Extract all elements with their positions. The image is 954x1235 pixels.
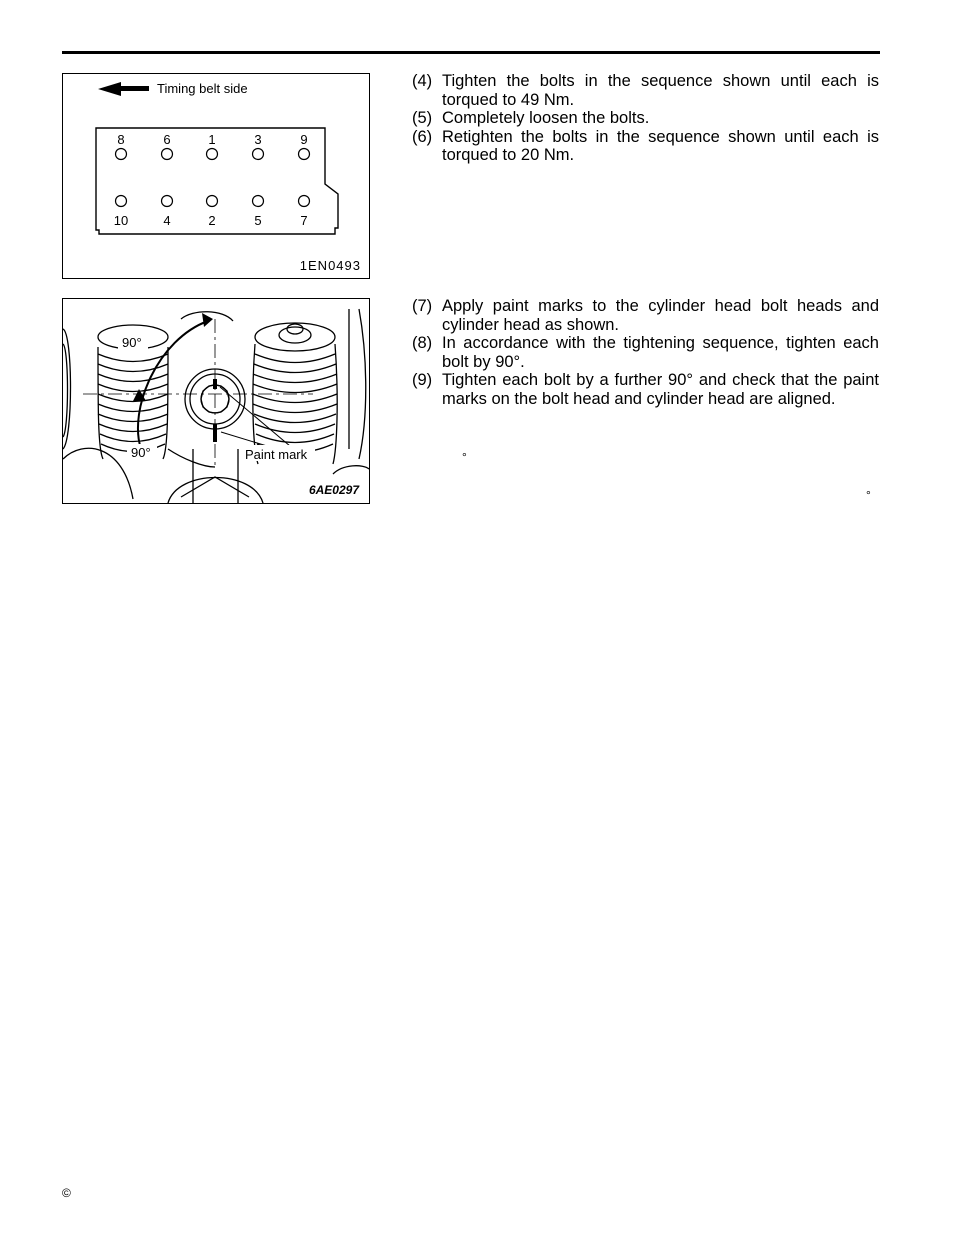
angle-label-top: 90° [122,335,142,350]
header-rule [62,51,880,54]
paint-mark-figure [62,298,370,504]
bolt-circle [162,196,173,207]
bolt-circle [299,196,310,207]
angle-label-bottom: 90° [131,445,151,460]
step-text: Tighten the bolts in the sequence shown until each is torqued to 49 Nm. [442,72,879,109]
step-number: (5) [412,109,433,127]
bolt-circle [299,149,310,160]
bolt-number-bottom-4: 5 [254,213,262,228]
bolt-number-top-2: 6 [163,132,171,147]
bolt-number-top-1: 8 [117,132,125,147]
bolt-number-bottom-3: 2 [208,213,216,228]
bolt-circle [207,196,218,207]
bolt-number-bottom-5: 7 [300,213,308,228]
right-valve-spring [253,323,337,464]
timing-belt-label: Timing belt side [157,81,248,96]
figure-code: 6AE0297 [308,483,359,497]
step-number: (8) [412,334,433,352]
bolt-circle [207,149,218,160]
figure-code: 1EN0493 [299,258,361,273]
bolt-sequence-figure [62,73,370,279]
step-4 [412,72,879,109]
step-number: (9) [412,371,433,389]
step-text: Apply paint marks to the cylinder head bolt heads and cylinder head as shown. [442,297,879,334]
step-6 [412,128,879,165]
copyright-mark: © [62,1186,71,1200]
bolt-circle [116,196,127,207]
arrow-shaft [119,86,149,91]
step-text: Tighten each bolt by a further 90° and check that the paint marks on the bolt head and cylinder head are aligned. [442,371,879,408]
bolt-circle [253,149,264,160]
step-text: Retighten the bolts in the sequence shown until each is torqued to 20 Nm. [442,127,879,164]
bolt-number-top-4: 3 [254,132,262,147]
bolt-number-bottom-1: 10 [113,213,129,228]
bolt-sequence-diagram [63,74,369,278]
steps-group-2 [412,297,879,408]
bolt-circle [162,149,173,160]
bolt-paint-mark [213,379,217,389]
paint-mark-label: Paint mark [245,447,308,462]
arrow-left-icon [98,82,121,96]
lower-arc [168,449,215,467]
stray-degree-mark: ° [462,450,467,464]
step-number: (7) [412,297,433,315]
head-paint-mark [213,424,217,442]
step-number: (6) [412,127,433,146]
bolt-number-top-5: 9 [300,132,308,147]
step-5 [412,109,879,128]
bolt-circle [253,196,264,207]
stray-degree-mark: ° [866,488,871,502]
paint-mark-illustration [63,299,369,503]
step-text: In accordance with the tightening sequence, tighten each bolt by 90°. [442,334,879,371]
arrow-head-icon [202,313,213,327]
steps-group-1 [412,72,879,165]
bolt-circle [116,149,127,160]
step-7 [412,297,879,334]
bolt-number-top-3: 1 [208,132,216,147]
step-9 [412,371,879,408]
step-number: (4) [412,72,433,90]
bolt-number-bottom-2: 4 [163,213,171,228]
step-text: Completely loosen the bolts. [442,109,650,127]
step-8 [412,334,879,371]
